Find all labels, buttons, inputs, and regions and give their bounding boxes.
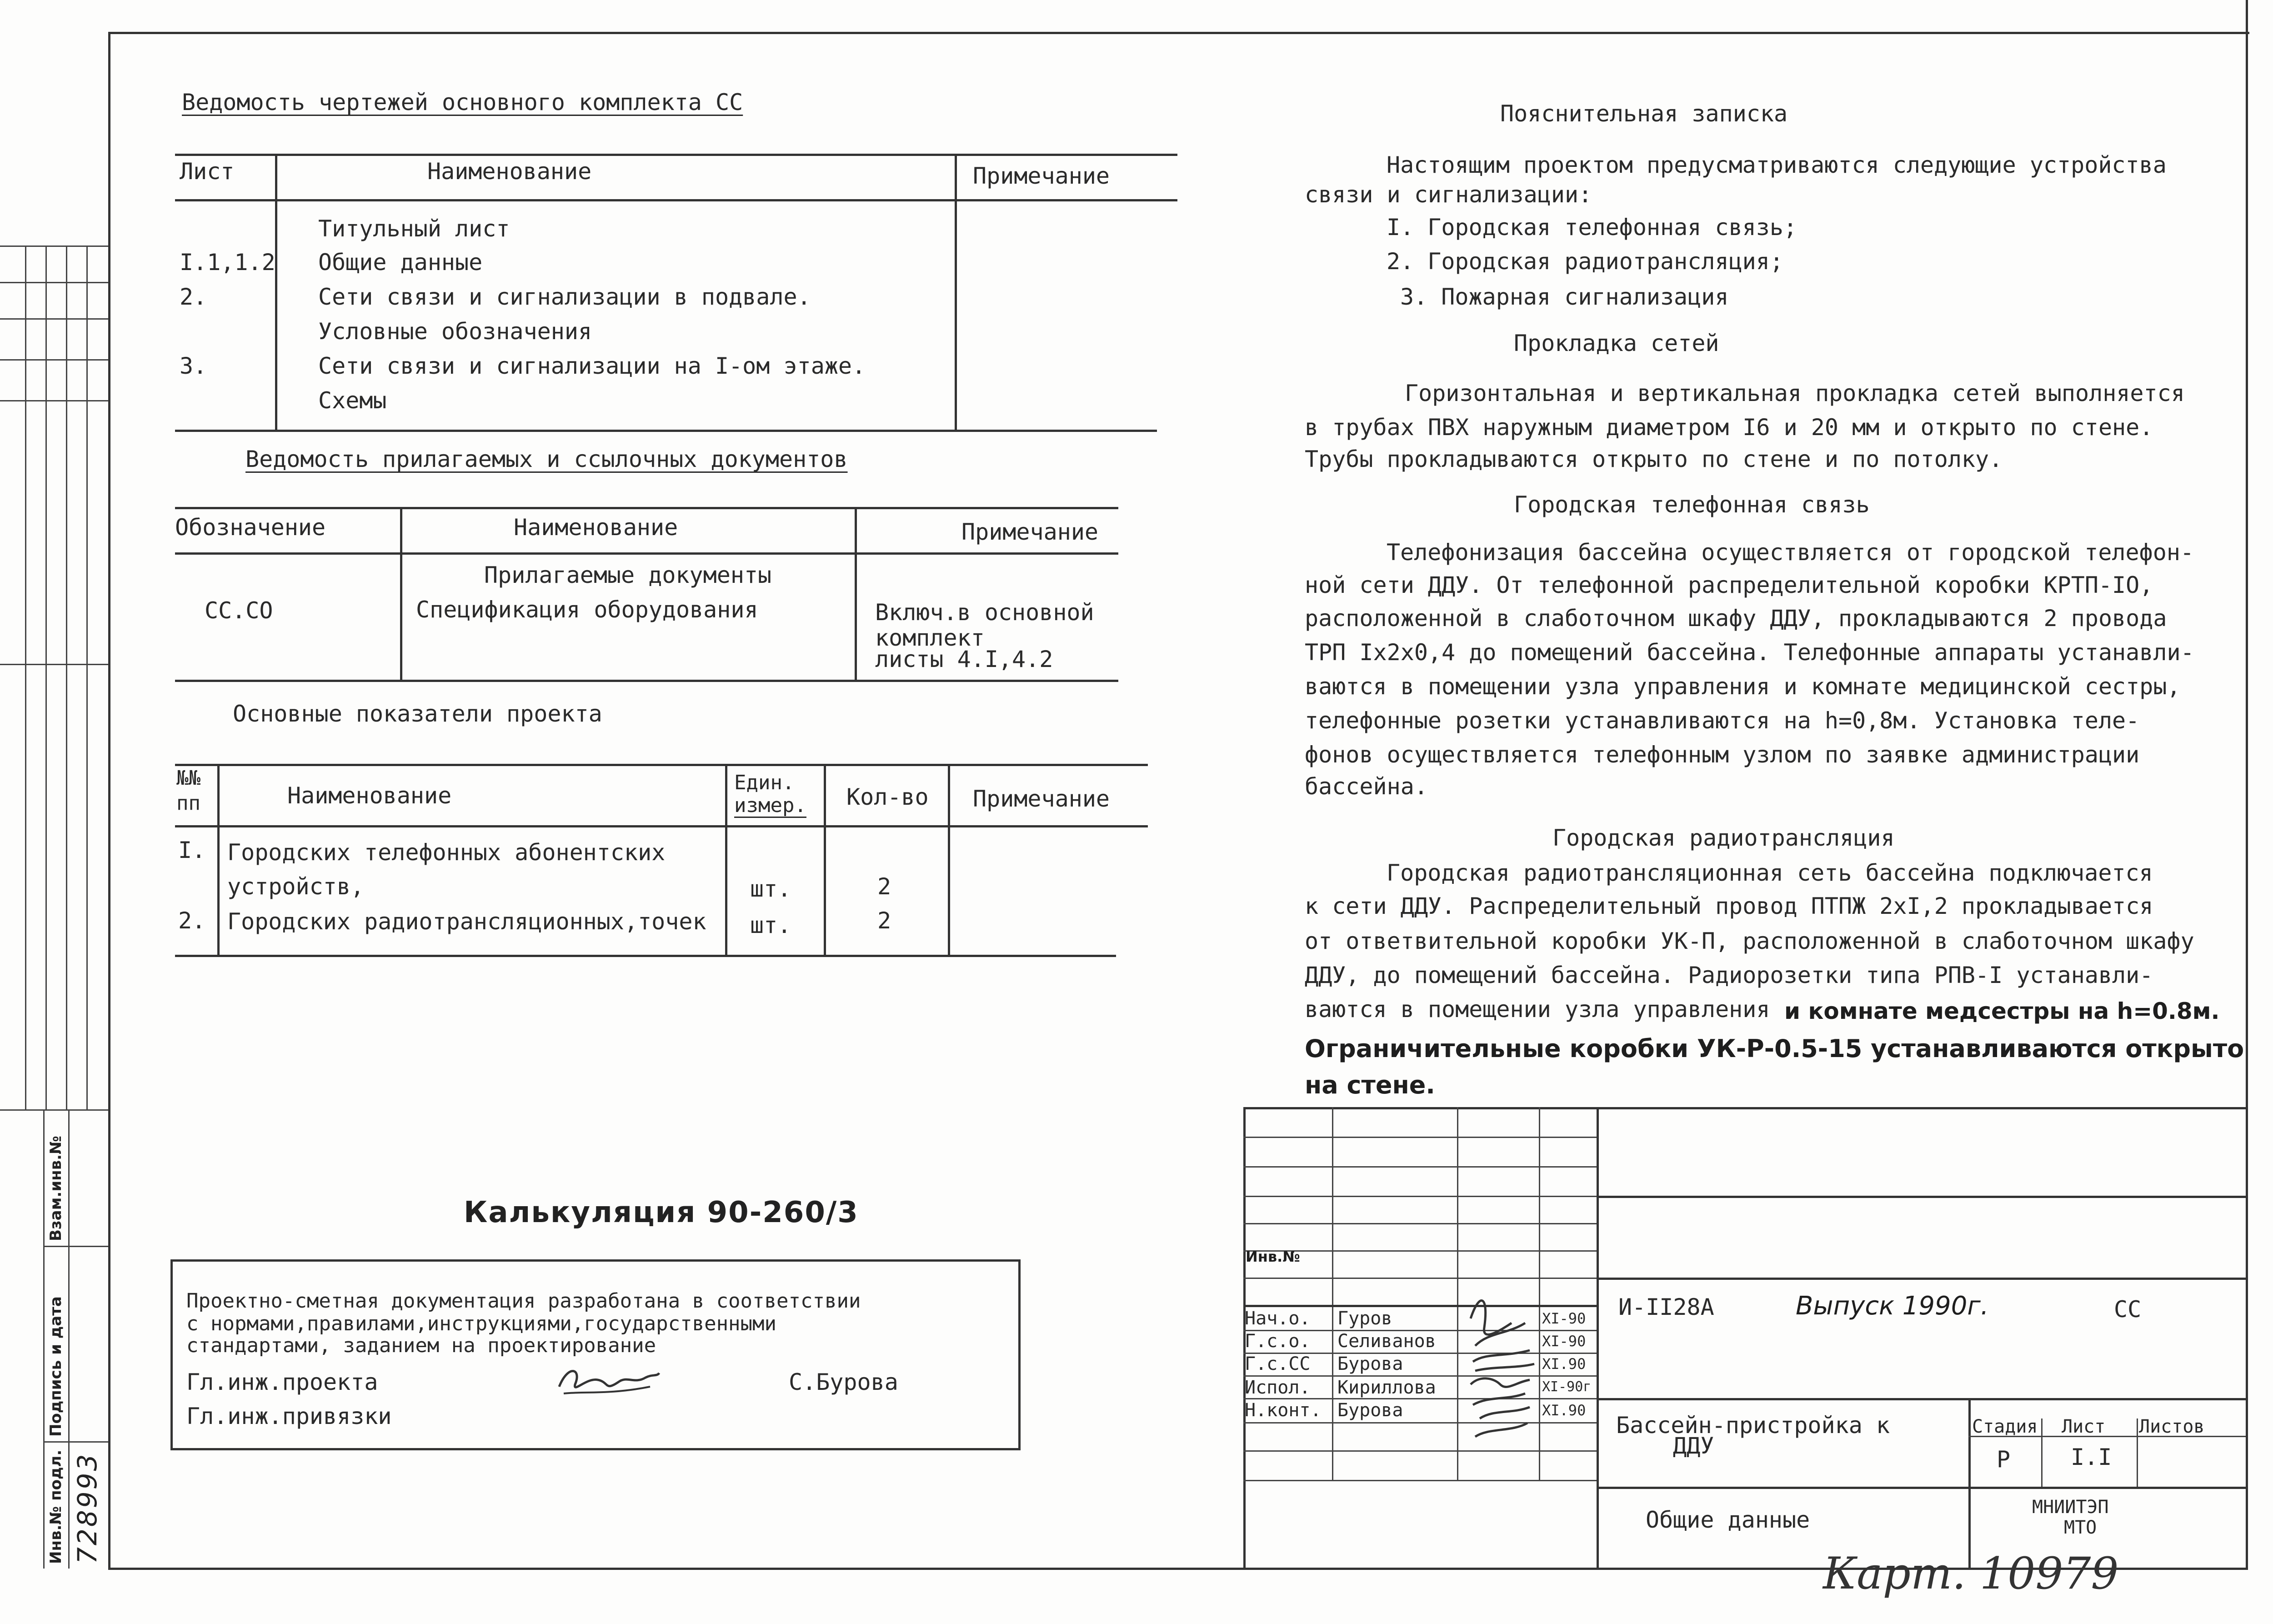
cert-line: Проектно-сметная документация разработана в соответствии [186,1289,861,1313]
side-handwritten-number: 728993 [72,1452,103,1564]
section-line: Телефонизация бассейна осуществляется от городской телефон- [1387,539,2194,566]
dl-row-name: Схемы [318,387,387,414]
ind-header-qty: Кол-во [846,784,929,810]
dl-row-name: Общие данные [318,249,483,276]
section-line: ваются в помещении узла управления и комнате медицинской сестры, [1305,673,2181,700]
frame-right-line [2246,0,2248,1569]
rd-header-code: Обозначение [175,514,326,541]
dl-row-sheet: I.1,1.2 [180,249,275,276]
stamp-name: Бурова [1337,1353,1403,1374]
ind-row-unit: шт. [750,876,791,902]
frame-left-line [108,32,110,1569]
rd-note-line: комплект [875,625,985,651]
ind-row-num: I. [178,837,206,863]
rd-header-note: Примечание [961,519,1099,545]
stamp-role: Г.с.СС [1245,1353,1311,1374]
handwritten-addition: на стене. [1305,1071,1435,1099]
dl-header-note: Примечание [973,163,1110,189]
vzam-inv-label: Взам.инв.№ [47,1136,65,1241]
stamp-object: Бассейн-пристройка к [1616,1412,1890,1439]
stamp-signatures [1462,1255,1539,1464]
section-line: ной сети ДДУ. От телефонной распределительной коробки КРТП-IO, [1305,572,2153,598]
rd-note-line: листы 4.I,4.2 [875,646,1053,672]
stamp-date: XI.90 [1542,1402,1586,1419]
stamp-sheet-title: Общие данные [1646,1507,1810,1533]
dl-row-sheet: 3. [180,353,207,379]
chief-engineer-name: С.Бурова [789,1369,898,1395]
section-line: расположенной в слаботочном шкафу ДДУ, прокладываются 2 провода [1305,605,2167,632]
rd-note-line: Включ.в основной [875,599,1094,626]
dl-row-sheet: 2. [180,284,207,310]
section-line: ТРП Iх2х0,4 до помещений бассейна. Телефонные аппараты устанавли- [1305,639,2194,666]
stamp-org: МНИИТЭП [2032,1497,2109,1518]
stamp-sheets-label: Листов [2139,1416,2205,1437]
ind-row-num: 2. [178,907,206,934]
stamp-name: Гуров [1337,1308,1392,1329]
card-number-handwritten: Карт. 10979 [1823,1548,2119,1599]
chief-signature [555,1359,664,1400]
stamp-code: И-II28А [1618,1294,1714,1320]
dl-row-name: Титульный лист [318,216,510,242]
ind-row-name: устройств, [227,873,365,900]
section-line: фонов осуществляется телефонным узлом по заявке администрации [1305,742,2140,768]
section-line: ваются в помещении узла управления [1305,996,1770,1023]
note-intro-line: Настоящим проектом предусматриваются следующие устройства [1387,152,2167,178]
dl-row-name: Сети связи и сигнализации в подвале. [318,284,811,310]
section-line: Трубы прокладываются открыто по стене и по потолку. [1305,446,2003,472]
section-line: бассейна. [1305,773,1428,800]
stamp-mark: СС [2114,1296,2142,1323]
stamp-name: Селиванов [1337,1331,1436,1352]
sign-date-label: Подпись и дата [47,1296,65,1437]
rd-header-name: Наименование [514,514,678,541]
section-title: Прокладка сетей [1514,330,1719,356]
note-list-item: 3. Пожарная сигнализация [1400,284,1729,310]
stamp-issue: Выпуск 1990г. [1796,1291,1989,1321]
ref-docs-title: Ведомость прилагаемых и ссылочных документов [245,446,848,472]
stamp-stage-label: Стадия [1972,1416,2038,1437]
binding-engineer-label: Гл.инж.привязки [186,1403,392,1429]
stamp-stage-value: Р [1997,1446,2011,1473]
stamp-inv-label: Инв.№ [1246,1248,1300,1265]
indicators-title: Основные показатели проекта [233,701,602,727]
stamp-role: Г.с.о. [1245,1331,1311,1352]
inv-orig-label: Инв.№ подл. [47,1449,65,1564]
rd-subheader: Прилагаемые документы [484,562,772,588]
stamp-role: Испол. [1245,1377,1311,1398]
handwritten-addition: и комнате медсестры на h=0.8м. [1784,998,2220,1024]
ind-header-unit: измер. [734,794,806,817]
note-intro-line: связи и сигнализации: [1305,181,1592,208]
dl-header-sheet: Лист [180,158,235,185]
cert-line: стандартами, заданием на проектирование [186,1334,656,1357]
section-line: телефонные розетки устанавливаются на h=0,8м. Установка теле- [1305,707,2140,734]
stamp-name: Кириллова [1337,1377,1436,1398]
ind-header-unit: Един. [734,771,795,794]
drawings-list-title: Ведомость чертежей основного комплекта СС [182,89,743,115]
section-line: в трубах ПВХ наружным диаметром I6 и 20 мм и открыто по стене. [1305,414,2153,441]
ind-row-name: Городских телефонных абонентских [227,839,666,866]
chief-engineer-label: Гл.инж.проекта [186,1369,378,1395]
stamp-name: Бурова [1337,1400,1403,1421]
stamp-date: XI.90 [1542,1355,1586,1373]
dl-row-name: Условные обозначения [318,318,592,345]
section-title: Городская телефонная связь [1514,491,1870,518]
ind-row-unit: шт. [750,912,791,938]
handwritten-addition: Ограничительные коробки УК-Р-0.5-15 устанавливаются открыто [1305,1034,2244,1063]
stamp-role: Н.конт. [1245,1400,1322,1421]
note-list-item: 2. Городская радиотрансляция; [1387,248,1783,275]
note-title: Пояснительная записка [1500,100,1788,127]
ind-row-qty: 2 [877,873,891,900]
stamp-date: XI-90г [1542,1379,1592,1395]
dl-row-name: Сети связи и сигнализации на I-ом этаже. [318,353,866,379]
dl-header-name: Наименование [427,158,592,185]
calculation-title: Калькуляция 90-260/3 [464,1196,859,1229]
ind-header-name: Наименование [287,782,452,809]
stamp-sheet-label: Лист [2062,1416,2106,1437]
stamp-date: XI-90 [1542,1310,1586,1327]
stamp-org: МТО [2064,1517,2097,1538]
ind-row-qty: 2 [877,907,891,934]
stamp-object: ДДУ [1673,1433,1714,1459]
section-line: Горизонтальная и вертикальная прокладка сетей выполняется [1405,380,2185,406]
rd-name: Спецификация оборудования [416,596,758,623]
stamp-sheet-value: I.I [2071,1444,2112,1470]
stamp-date: XI-90 [1542,1333,1586,1350]
section-line: Городская радиотрансляционная сеть бассейна подключается [1387,860,2153,886]
section-line: от ответвительной коробки УК-П, расположенной в слаботочном шкафу [1305,928,2194,954]
cert-line: с нормами,правилами,инструкциями,государственными [186,1312,777,1335]
section-line: к сети ДДУ. Распределительный провод ПТПЖ 2хI,2 прокладывается [1305,893,2153,919]
section-line: ДДУ, до помещений бассейна. Радиорозетки типа РПВ-I устанавли- [1305,962,2153,988]
ind-header-note: Примечание [973,786,1110,812]
ind-row-name: Городских радиотрансляционных,точек [227,908,706,935]
note-list-item: I. Городская телефонная связь; [1387,214,1797,241]
rd-code: СС.СО [205,597,273,624]
section-title: Городская радиотрансляция [1552,825,1895,851]
frame-top-line [108,32,2249,34]
stamp-role: Нач.о. [1245,1308,1311,1329]
ind-header-num: пп [176,792,200,815]
ind-header-num: №№ [176,767,200,790]
